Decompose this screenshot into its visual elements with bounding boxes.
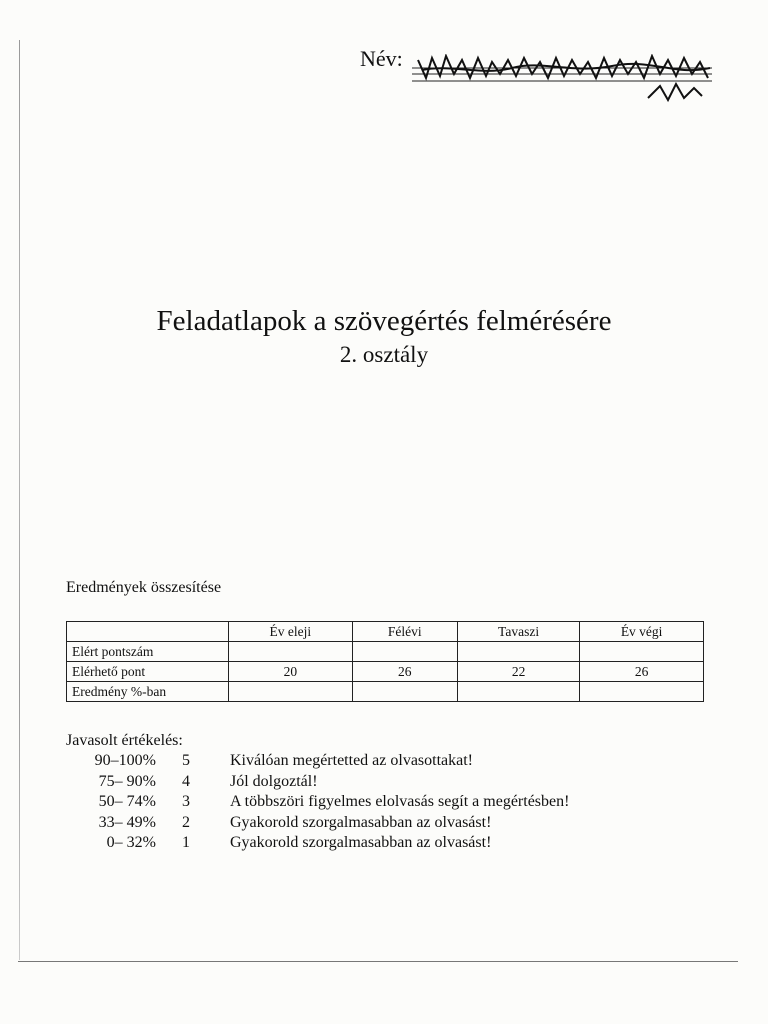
table-row: [67, 662, 704, 682]
grade-range: 90–100%: [94, 752, 156, 769]
page-edge: [19, 40, 20, 960]
table-cell: 26: [352, 662, 457, 682]
grade-range: 50– 74%: [98, 793, 156, 810]
grade-row: [66, 772, 318, 794]
table-row: [67, 682, 704, 702]
grade-mark: 5: [182, 752, 190, 769]
grade-range: 0– 32%: [106, 834, 156, 851]
row-label: Eredmény %-ban: [67, 682, 229, 702]
table-cell: [352, 682, 457, 702]
grade-range: 75– 90%: [98, 772, 156, 790]
grade-mark: 3: [182, 793, 190, 810]
grade-mark: 1: [182, 834, 190, 851]
table-cell: [352, 642, 457, 662]
grade-mark: 2: [182, 813, 190, 831]
grade-row: [66, 793, 570, 814]
table-header-cell: Tavaszi: [457, 622, 579, 642]
grade-row: [66, 813, 492, 835]
grading-section: [66, 732, 570, 855]
grade-text: A többszöri figyelmes elolvasás segít a megértésben!: [230, 793, 570, 810]
results-heading: Eredmények összesítése: [66, 579, 222, 596]
grade-text: Gyakorold szorgalmasabban az olvasást!: [230, 834, 492, 851]
grade-row: [66, 834, 492, 855]
grade-text: Gyakorold szorgalmasabban az olvasást!: [230, 813, 492, 831]
table-cell: [229, 642, 353, 662]
row-label: Elérhető pont: [67, 662, 229, 682]
table-header-cell: Év eleji: [229, 622, 353, 642]
table-cell: 22: [457, 662, 579, 682]
page-title: Feladatlapok a szövegértés felmérésére: [156, 305, 612, 337]
row-label: Elért pontszám: [67, 642, 229, 662]
grade-text: Kiválóan megértetted az olvasottakat!: [230, 752, 474, 769]
grading-title: Javasolt értékelés:: [66, 732, 183, 749]
table-header-cell: Év végi: [580, 622, 704, 642]
table-cell: [457, 682, 579, 702]
grade-mark: 4: [182, 772, 190, 790]
grade-row: [66, 752, 474, 773]
table-cell: [457, 642, 579, 662]
table-header-cell: Félévi: [352, 622, 457, 642]
table-cell: [580, 642, 704, 662]
table-cell: 20: [229, 662, 353, 682]
page-subtitle: 2. osztály: [339, 342, 429, 367]
name-label: Név:: [360, 46, 403, 71]
table-header-row: [67, 622, 704, 642]
grade-range: 33– 49%: [98, 813, 156, 831]
name-field: [360, 46, 720, 106]
table-header-cell: [67, 622, 229, 642]
grade-text: Jól dolgoztál!: [230, 772, 318, 790]
table-cell: 26: [580, 662, 704, 682]
table-cell: [580, 682, 704, 702]
table-row: [67, 642, 704, 662]
name-scribble: [412, 54, 722, 106]
bottom-rule: [18, 961, 738, 962]
table-cell: [229, 682, 353, 702]
results-table: [66, 621, 704, 702]
